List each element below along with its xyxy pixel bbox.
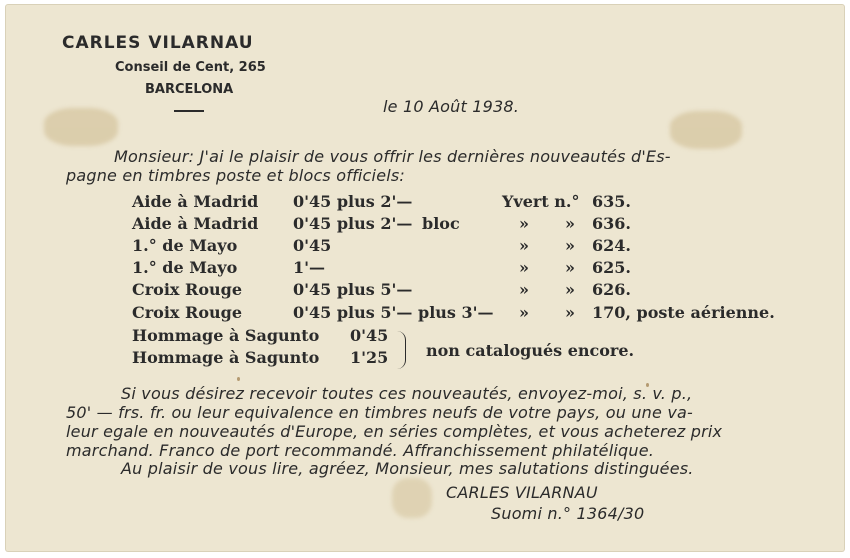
stamp-price: 0'45 plus 5'— [293,280,413,299]
stamp-name: 1.° de Mayo [132,258,238,277]
stamp-price: 0'45 plus 5'— [293,303,413,322]
stamp-catalog: » [519,214,529,233]
glue-stain-right [670,111,742,149]
stamp-catalog: Yvert n.° [502,192,580,211]
sender-address: Conseil de Cent, 265 [115,60,266,75]
stamp-catalog: » [519,258,529,277]
closing-line-5: Au plaisir de vous lire, agréez, Monsieur, mes salutations distinguées. [121,459,694,478]
glue-stain-left [44,108,118,146]
closing-line-1: Si vous désirez recevoir toutes ces nouveautés, envoyez-moi, s. v. p., [121,384,693,403]
signature-name: CARLES VILARNAU [446,483,598,502]
stamp-name: Aide à Madrid [132,192,259,211]
signature-member: Suomi n.° 1364/30 [491,504,645,523]
divider-dash [174,110,204,112]
stamp-price: 0'45 plus 2'— [293,214,413,233]
letter-date: le 10 Août 1938. [383,97,520,116]
stamp-number: 626. [592,280,631,299]
stamp-catalog: » [565,214,575,233]
stamp-catalog: » [565,280,575,299]
stamp-extra: plus 3'— [418,303,494,322]
stamp-extra: bloc [422,214,460,233]
stamp-price: 0'45 plus 2'— [293,192,413,211]
sender-city: BARCELONA [145,82,234,97]
intro-line-1: Monsieur: J'ai le plaisir de vous offrir les dernières nouveautés d'Es- [114,147,671,166]
stamp-catalog: » [565,258,575,277]
postcard [6,5,844,551]
brace-bracket [397,331,406,369]
stamp-catalog: » [565,236,575,255]
intro-line-2: pagne en timbres poste et blocs officiels: [66,166,406,185]
stamp-catalog: » [519,236,529,255]
closing-line-4: marchand. Franco de port recommandé. Affranchissement philatélique. [66,441,655,460]
closing-line-2: 50' — frs. fr. ou leur equivalence en timbres neufs de votre pays, ou une va- [66,403,693,422]
stamp-name: Aide à Madrid [132,214,259,233]
stamp-name: Hommage à Sagunto [132,326,320,345]
stamp-price: 1'— [293,258,326,277]
stamp-number: 625. [592,258,631,277]
stamp-name: 1.° de Mayo [132,236,238,255]
closing-line-3: leur egale en nouveautés d'Europe, en séries complètes, et vous acheterez prix [66,422,723,441]
stamp-catalog: » [519,303,529,322]
stamp-name: Croix Rouge [132,280,242,299]
stamp-number: 170, poste aérienne. [592,303,775,322]
sagunto-note: non catalogués encore. [426,341,635,360]
stamp-catalog: » [519,280,529,299]
stamp-name: Croix Rouge [132,303,242,322]
stamp-catalog: » [565,303,575,322]
stamp-number: 636. [592,214,631,233]
stamp-number: 624. [592,236,631,255]
stamp-number: 635. [592,192,631,211]
sender-name: CARLES VILARNAU [62,33,254,53]
stamp-price: 1'25 [350,348,389,367]
stamp-price: 0'45 [350,326,389,345]
stamp-name: Hommage à Sagunto [132,348,320,367]
paper-speck [237,377,240,381]
stamp-price: 0'45 [293,236,332,255]
glue-stain-bottom [392,478,432,518]
